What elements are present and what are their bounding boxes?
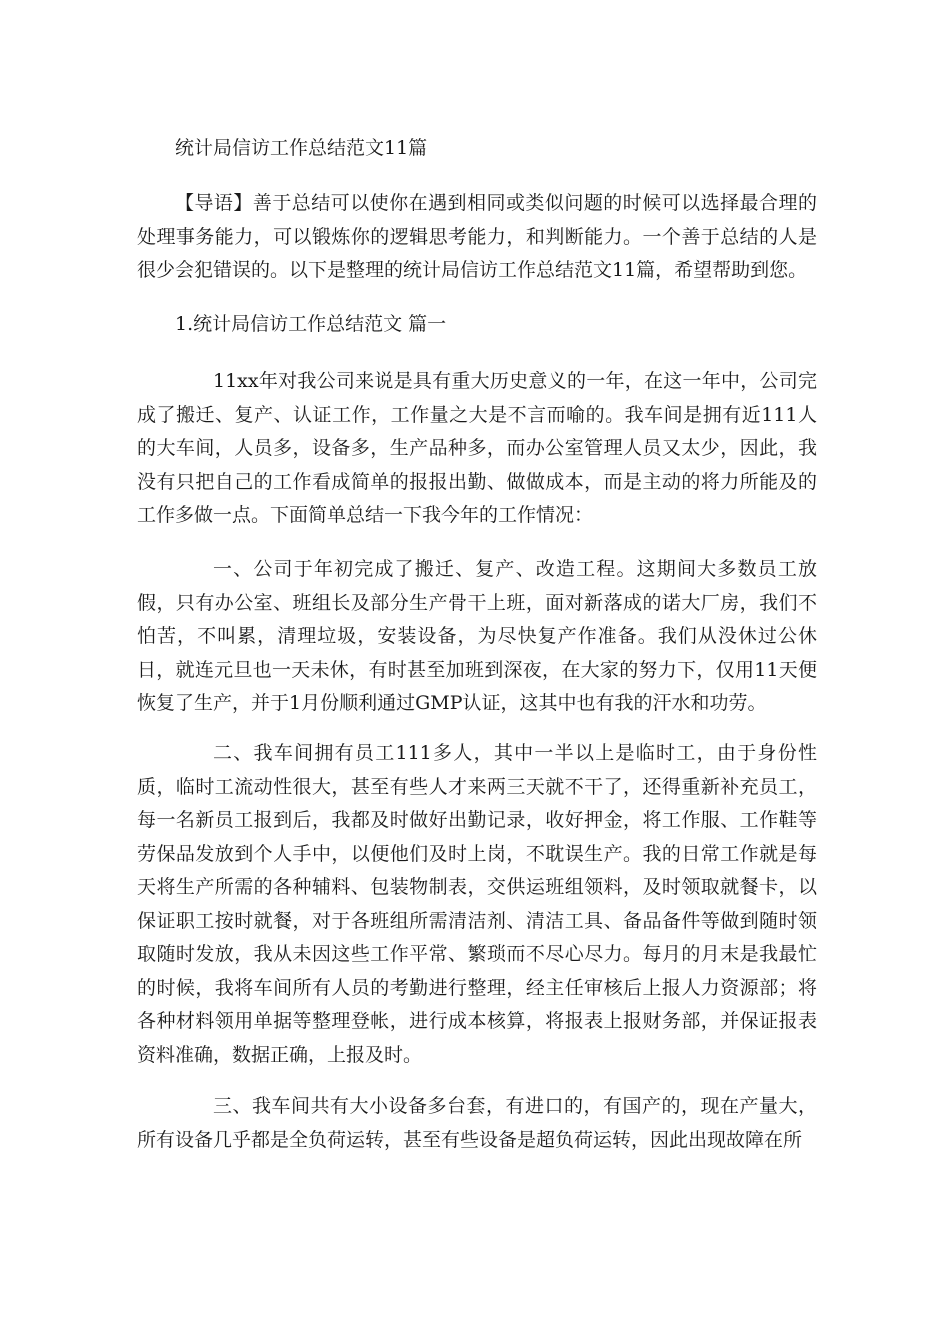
body-paragraph-1: 11xx年对我公司来说是具有重大历史意义的一年，在这一年中，公司完成了搬迁、复产、认证工作，工作量之大是不言而喻的。我车间是拥有近111人的大车间，人员多，设备多，生产品种多，而办公室管理人员又太少，因此，我没有只把自己的工作看成简单的报报出勤、做做成本，而是主动的将力所能及的工作多做一点。下面简单总结一下我今年的工作情况：: [137, 370, 817, 526]
body-paragraph-2: 一、公司于年初完成了搬迁、复产、改造工程。这期间大多数员工放假，只有办公室、班组长及部分生产骨干上班，面对新落成的诺大厂房，我们不怕苦，不叫累，清理垃圾，安装设备，为尽快复产作准备。我们从没休过公休日，就连元旦也一天未休，有时甚至加班到深夜，在大家的努力下，仅用11天便恢复了生产，并于1月份顺利通过GMP认证，这其中也有我的汗水和功劳。: [137, 558, 817, 714]
intro-paragraph: 【导语】善于总结可以使你在遇到相同或类似问题的时候可以选择最合理的处理事务能力，可以锻炼你的逻辑思考能力，和判断能力。一个善于总结的人是很少会犯错误的。以下是整理的统计局信访工作总结范文11篇，希望帮助到您。: [137, 192, 817, 281]
section-heading: 1.统计局信访工作总结范文 篇一: [175, 313, 447, 335]
document-title: 统计局信访工作总结范文11篇: [175, 137, 428, 159]
body-paragraph-4: 三、我车间共有大小设备多台套，有进口的，有国产的，现在产量大，所有设备几乎都是全负荷运转，甚至有些设备是超负荷运转，因此出现故障在所: [137, 1095, 817, 1151]
body-paragraph-3: 二、我车间拥有员工111多人，其中一半以上是临时工，由于身份性质，临时工流动性很大，甚至有些人才来两三天就不干了，还得重新补充员工，每一名新员工报到后，我都及时做好出勤记录，收好押金，将工作服、工作鞋等劳保品发放到个人手中，以便他们及时上岗，不耽误生产。我的日常工作就是每天将生产所需的各种辅料、包装物制表，交供运班组领料，及时领取就餐卡，以保证职工按时就餐，对于各班组所需清洁剂、清洁工具、备品备件等做到随时领取随时发放，我从未因这些工作平常、繁琐而不尽心尽力。每月的月末是我最忙的时候，我将车间所有人员的考勤进行整理，经主任审核后上报人力资源部；将各种材料领用单据等整理登帐，进行成本核算，将报表上报财务部，并保证报表资料准确，数据正确，上报及时。: [137, 742, 817, 1066]
